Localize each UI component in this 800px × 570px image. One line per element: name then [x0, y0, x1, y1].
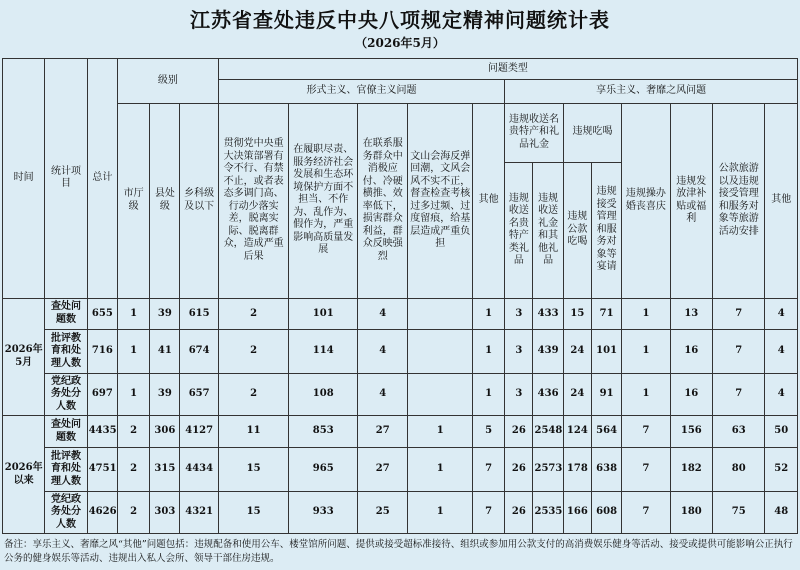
table-cell: 15 — [218, 491, 289, 533]
table-cell: 638 — [591, 448, 621, 491]
table-row — [3, 298, 798, 330]
table-cell: 655 — [87, 298, 117, 330]
table-cell: 657 — [180, 373, 218, 415]
table-cell: 2 — [218, 373, 289, 415]
table-cell: 182 — [670, 448, 712, 491]
table-cell: 2 — [218, 330, 289, 373]
table-cell: 1 — [408, 491, 473, 533]
table-cell: 7 — [472, 491, 504, 533]
table-cell: 7 — [622, 416, 670, 448]
wedding-header: 违规操办婚丧喜庆 — [622, 103, 670, 298]
statistics-table — [2, 58, 798, 534]
table-cell: 27 — [358, 416, 408, 448]
table-cell: 1 — [117, 298, 149, 330]
table-cell: 13 — [670, 298, 712, 330]
table-row — [3, 330, 798, 373]
table-row — [3, 448, 798, 491]
table-cell: 80 — [712, 448, 764, 491]
table-cell: 180 — [670, 491, 712, 533]
row-label: 查处问题数 — [45, 298, 87, 330]
table-cell: 4626 — [87, 491, 117, 533]
table-cell: 91 — [591, 373, 621, 415]
table-cell: 4434 — [180, 448, 218, 491]
table-cell: 11 — [218, 416, 289, 448]
table-cell: 1 — [472, 298, 504, 330]
page-title: 江苏省查处违反中央八项规定精神问题统计表 — [190, 8, 610, 32]
table-cell: 178 — [563, 448, 591, 491]
table-cell: 303 — [150, 491, 180, 533]
table-cell: 7 — [712, 298, 764, 330]
table-cell: 108 — [289, 373, 358, 415]
table-cell: 7 — [622, 491, 670, 533]
table-cell: 1 — [472, 330, 504, 373]
table-cell: 124 — [563, 416, 591, 448]
table-cell: 5 — [472, 416, 504, 448]
table-cell: 436 — [533, 373, 563, 415]
formalism-header: 形式主义、官僚主义问题 — [218, 80, 504, 103]
table-cell: 439 — [533, 330, 563, 373]
page-subtitle: （2026年5月） — [355, 36, 445, 50]
formalism-type-4-header: 文山会海反弹回潮，文风会风不实不正，督查检查考核过多过频、过度留痕，给基层造成严重负担 — [408, 103, 473, 298]
table-cell: 7 — [712, 330, 764, 373]
table-cell: 26 — [505, 491, 533, 533]
eating-header: 违规吃喝 — [563, 103, 621, 162]
table-cell: 853 — [289, 416, 358, 448]
table-cell: 965 — [289, 448, 358, 491]
table-cell: 4 — [765, 373, 798, 415]
table-cell: 4321 — [180, 491, 218, 533]
table-cell: 433 — [533, 298, 563, 330]
footnote: 备注：享乐主义、奢靡之风“其他”问题包括：违规配备和使用公车、楼堂馆所问题、提供或接受超标准接待、组织或参加用公款支付的高消费娱乐健身等活动、接受或提供可能影响公正执行公务的健身娱乐等活动、违规出入私人会所、领导干部住房违规。 — [4, 539, 793, 564]
table-cell: 4751 — [87, 448, 117, 491]
table-cell: 2 — [117, 491, 149, 533]
table-cell: 2573 — [533, 448, 563, 491]
table-cell: 1 — [408, 448, 473, 491]
table-cell: 39 — [150, 373, 180, 415]
table-cell: 315 — [150, 448, 180, 491]
table-cell: 101 — [591, 330, 621, 373]
table-cell: 3 — [505, 373, 533, 415]
table-cell: 63 — [712, 416, 764, 448]
table-cell: 2 — [218, 298, 289, 330]
table-cell: 27 — [358, 448, 408, 491]
table-cell: 3 — [505, 298, 533, 330]
table-cell: 166 — [563, 491, 591, 533]
table-cell: 7 — [472, 448, 504, 491]
gift-cash-header: 违规收送礼金和其他礼品 — [533, 162, 563, 298]
level-township-header: 乡科级及以下 — [180, 103, 218, 298]
row-label: 党纪政务处分人数 — [45, 373, 87, 415]
table-cell: 71 — [591, 298, 621, 330]
table-cell: 101 — [289, 298, 358, 330]
table-cell: 1 — [622, 330, 670, 373]
table-cell: 2548 — [533, 416, 563, 448]
row-label: 批评教育和处理人数 — [45, 448, 87, 491]
table-cell: 1 — [408, 416, 473, 448]
table-cell: 3 — [505, 330, 533, 373]
time-header: 时间 — [3, 59, 45, 299]
level-header: 级别 — [117, 59, 218, 104]
table-cell: 26 — [505, 448, 533, 491]
table-cell: 1 — [622, 373, 670, 415]
table-cell: 4 — [358, 373, 408, 415]
gift-header: 违规收送名贵特产和礼品礼金 — [505, 103, 563, 162]
table-cell: 1 — [472, 373, 504, 415]
eat-banquet-header: 违规接受管理和服务对象等宴请 — [591, 162, 621, 298]
table-cell: 4435 — [87, 416, 117, 448]
table-cell: 2 — [117, 416, 149, 448]
table-cell — [408, 330, 473, 373]
table-cell: 15 — [218, 448, 289, 491]
stat-item-header: 统计项目 — [45, 59, 87, 299]
table-cell — [408, 298, 473, 330]
table-cell: 75 — [712, 491, 764, 533]
formalism-type-2-header: 在履职尽责、服务经济社会发展和生态环境保护方面不担当、不作为、乱作为、假作为，严重影响高质量发展 — [289, 103, 358, 298]
table-cell: 4 — [358, 330, 408, 373]
formalism-type-1-header: 贯彻党中央重大决策部署有令不行、有禁不止，或者表态多调门高、行动少落实差，脱离实际、脱离群众，造成严重后果 — [218, 103, 289, 298]
row-label: 党纪政务处分人数 — [45, 491, 87, 533]
hedonism-header: 享乐主义、奢靡之风问题 — [505, 80, 798, 103]
gift-specialty-header: 违规收送名贵特产类礼品 — [505, 162, 533, 298]
table-cell: 1 — [117, 330, 149, 373]
table-cell: 39 — [150, 298, 180, 330]
hedonism-other-header: 其他 — [765, 103, 798, 298]
period-label: 2026年以来 — [3, 416, 45, 534]
table-cell: 716 — [87, 330, 117, 373]
table-cell: 933 — [289, 491, 358, 533]
table-cell: 4127 — [180, 416, 218, 448]
table-cell: 26 — [505, 416, 533, 448]
table-cell: 674 — [180, 330, 218, 373]
table-cell: 1 — [117, 373, 149, 415]
table-cell: 306 — [150, 416, 180, 448]
table-cell: 4 — [358, 298, 408, 330]
table-cell: 7 — [712, 373, 764, 415]
total-header: 总计 — [87, 59, 117, 299]
table-cell: 2535 — [533, 491, 563, 533]
table-cell: 615 — [180, 298, 218, 330]
table-cell: 7 — [622, 448, 670, 491]
table-cell: 48 — [765, 491, 798, 533]
table-cell: 564 — [591, 416, 621, 448]
table-cell: 24 — [563, 373, 591, 415]
table-cell: 52 — [765, 448, 798, 491]
formalism-other-header: 其他 — [472, 103, 504, 298]
allowance-header: 违规发放津补贴或福利 — [670, 103, 712, 298]
table-cell: 25 — [358, 491, 408, 533]
table-cell: 608 — [591, 491, 621, 533]
table-cell: 2 — [117, 448, 149, 491]
level-city-header: 市厅级 — [117, 103, 149, 298]
table-row — [3, 491, 798, 533]
table-cell: 697 — [87, 373, 117, 415]
table-cell: 15 — [563, 298, 591, 330]
table-cell: 16 — [670, 373, 712, 415]
table-cell: 4 — [765, 298, 798, 330]
row-label: 批评教育和处理人数 — [45, 330, 87, 373]
table-cell: 114 — [289, 330, 358, 373]
table-cell: 41 — [150, 330, 180, 373]
table-cell: 16 — [670, 330, 712, 373]
problem-type-header: 问题类型 — [218, 59, 797, 80]
table-cell: 4 — [765, 330, 798, 373]
travel-header: 公款旅游以及违规接受管理和服务对象等旅游活动安排 — [712, 103, 764, 298]
table-cell: 156 — [670, 416, 712, 448]
table-cell: 1 — [622, 298, 670, 330]
row-label: 查处问题数 — [45, 416, 87, 448]
formalism-type-3-header: 在联系服务群众中消极应付、冷硬横推、效率低下，损害群众利益，群众反映强烈 — [358, 103, 408, 298]
table-row — [3, 373, 798, 415]
table-row — [3, 416, 798, 448]
table-cell — [408, 373, 473, 415]
period-label: 2026年5月 — [3, 298, 45, 416]
level-county-header: 县处级 — [150, 103, 180, 298]
eat-public-header: 违规公款吃喝 — [563, 162, 591, 298]
table-cell: 50 — [765, 416, 798, 448]
table-cell: 24 — [563, 330, 591, 373]
